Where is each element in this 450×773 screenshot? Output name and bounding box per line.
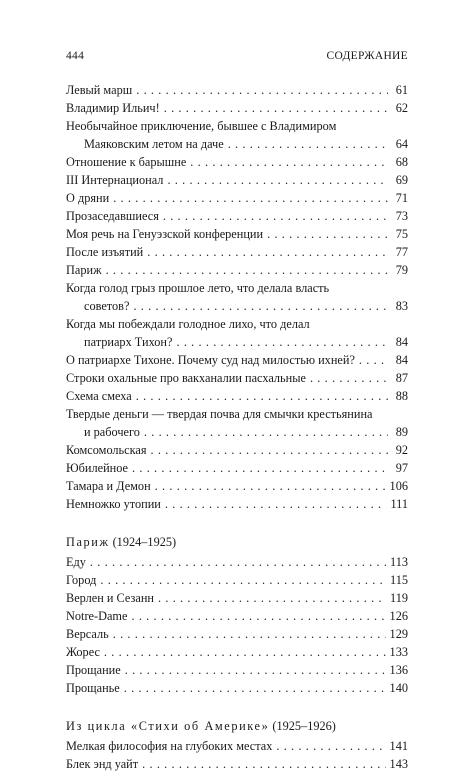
toc-entry — [66, 643, 408, 661]
leader-dots — [136, 387, 388, 405]
entry-page: 73 — [395, 209, 408, 223]
entry-page: 69 — [395, 173, 408, 187]
leader-dots — [113, 189, 388, 207]
entry-page: 133 — [389, 645, 408, 659]
leader-dots — [90, 553, 386, 571]
entry-page: 143 — [389, 757, 408, 771]
section-heading — [66, 717, 408, 735]
toc-entry — [66, 459, 408, 477]
entry-page: 126 — [389, 609, 408, 623]
leader-dots — [132, 459, 388, 477]
entry-page: 111 — [390, 497, 408, 511]
entry-page: 77 — [395, 245, 408, 259]
leader-dots — [147, 243, 388, 261]
leader-dots — [125, 661, 386, 679]
leader-dots — [113, 625, 386, 643]
leader-dots — [167, 171, 388, 189]
entry-title: III Интернационал — [66, 173, 164, 187]
entry-page: 84 — [395, 335, 408, 349]
entry-page: 71 — [395, 191, 408, 205]
entry-title: Маяковским летом на даче — [84, 137, 224, 151]
entry-page: 88 — [395, 389, 408, 403]
entry-title: советов? — [84, 299, 130, 313]
leader-dots — [228, 135, 388, 153]
entry-title: Комсомольская — [66, 443, 147, 457]
toc-entry — [66, 441, 408, 459]
leader-dots — [100, 571, 386, 589]
entry-title: Город — [66, 573, 97, 587]
entry-page: 61 — [395, 83, 408, 97]
leader-dots — [190, 153, 388, 171]
entry-title: Notre-Dame — [66, 609, 128, 623]
toc-entry — [66, 553, 408, 571]
toc-entry — [66, 495, 408, 513]
toc-group — [66, 737, 408, 773]
page-header — [66, 50, 408, 66]
leader-dots — [155, 477, 386, 495]
entry-title: Прощание — [66, 663, 121, 677]
toc-entry — [66, 99, 408, 117]
toc-entry — [66, 261, 408, 279]
entry-title: Схема смеха — [66, 389, 132, 403]
leader-dots — [276, 737, 385, 755]
entry-page: 136 — [389, 663, 408, 677]
entry-title: Блек энд уайт — [66, 757, 139, 771]
entry-title: Версаль — [66, 627, 109, 641]
entry-title: Когда голод грыз прошлое лето, что делала власть — [66, 281, 330, 295]
toc-entry — [66, 207, 408, 225]
section-heading — [66, 533, 408, 551]
toc-entry — [66, 737, 408, 755]
entry-title: О дряни — [66, 191, 110, 205]
toc-entry — [66, 153, 408, 171]
entry-title: Строки охальные про вакханалии пасхальные — [66, 371, 306, 385]
entry-page: 129 — [389, 627, 408, 641]
entry-page: 113 — [390, 555, 408, 569]
entry-page: 68 — [395, 155, 408, 169]
entry-title: Прощанье — [66, 681, 120, 695]
entry-page: 64 — [395, 137, 408, 151]
toc-entry — [66, 279, 408, 315]
toc-entry — [66, 351, 408, 369]
entry-title: и рабочего — [84, 425, 140, 439]
entry-page: 87 — [395, 371, 408, 385]
entry-title: Владимир Ильич! — [66, 101, 160, 115]
entry-title: Отношение к барышне — [66, 155, 187, 169]
leader-dots — [165, 495, 387, 513]
entry-title: патриарх Тихон? — [84, 335, 173, 349]
toc-entry — [66, 571, 408, 589]
entry-page: 119 — [390, 591, 408, 605]
section-title: Париж — [66, 535, 110, 549]
entry-page: 84 — [395, 353, 408, 367]
toc-entry — [66, 189, 408, 207]
leader-dots — [359, 351, 388, 369]
entry-title: О патриархе Тихоне. Почему суд над милостью ихней? — [66, 353, 355, 367]
entry-title: Левый марш — [66, 83, 133, 97]
entry-title: Когда мы побеждали голодное лихо, что делал — [66, 317, 310, 331]
entry-title: Париж — [66, 263, 102, 277]
entry-title: Моя речь на Генуэзской конференции — [66, 227, 264, 241]
toc-entry — [66, 243, 408, 261]
toc-entry — [66, 625, 408, 643]
leader-dots — [310, 369, 388, 387]
toc-entry — [66, 477, 408, 495]
toc-entry — [66, 225, 408, 243]
toc-entry — [66, 405, 408, 441]
entry-title: Тамара и Демон — [66, 479, 151, 493]
leader-dots — [124, 679, 386, 697]
entry-title: Мелкая философия на глубоких местах — [66, 739, 273, 753]
leader-dots — [131, 607, 385, 625]
toc-entry — [66, 679, 408, 697]
entry-title: Прозаседавшиеся — [66, 209, 159, 223]
entry-page: 92 — [395, 443, 408, 457]
toc-entry — [66, 369, 408, 387]
entry-page: 62 — [395, 101, 408, 115]
entry-title: Юбилейное — [66, 461, 128, 475]
entry-page: 75 — [395, 227, 408, 241]
leader-dots — [106, 261, 388, 279]
entry-title: Немножко утопии — [66, 497, 161, 511]
entry-page: 97 — [395, 461, 408, 475]
entry-title: После изъятий — [66, 245, 144, 259]
entry-page: 83 — [395, 299, 408, 313]
entry-title: Необычайное приключение, бывшее с Владимиром — [66, 119, 337, 133]
entry-page: 89 — [395, 425, 408, 439]
running-head: СОДЕРЖАНИЕ — [326, 50, 408, 62]
leader-dots — [158, 589, 386, 607]
toc-entry — [66, 315, 408, 351]
section-title: Из цикла «Стихи об Америке» — [66, 719, 270, 733]
toc-group — [66, 81, 408, 513]
toc-entry — [66, 755, 408, 773]
toc-group — [66, 553, 408, 697]
entry-title: Еду — [66, 555, 86, 569]
toc-entry — [66, 117, 408, 153]
leader-dots — [267, 225, 388, 243]
entry-page: 79 — [395, 263, 408, 277]
toc-entry — [66, 661, 408, 679]
entry-page: 106 — [389, 479, 408, 493]
entry-page: 141 — [389, 739, 408, 753]
leader-dots — [142, 755, 385, 773]
leader-dots — [144, 423, 388, 441]
section-years: (1925–1926) — [272, 719, 336, 733]
entry-title: Верлен и Сезанн — [66, 591, 154, 605]
leader-dots — [104, 643, 386, 661]
entry-page: 140 — [389, 681, 408, 695]
page-number: 444 — [66, 50, 85, 62]
leader-dots — [164, 99, 388, 117]
toc-entry — [66, 589, 408, 607]
leader-dots — [136, 81, 388, 99]
table-of-contents — [66, 81, 408, 773]
section-years: (1924–1925) — [112, 535, 177, 549]
leader-dots — [176, 333, 388, 351]
entry-title: Твердые деньги — твердая почва для смычки крестьянина — [66, 407, 373, 421]
toc-entry — [66, 81, 408, 99]
leader-dots — [163, 207, 388, 225]
entry-page: 115 — [390, 573, 408, 587]
toc-entry — [66, 171, 408, 189]
toc-entry — [66, 387, 408, 405]
entry-title: Жорес — [66, 645, 100, 659]
leader-dots — [151, 441, 388, 459]
toc-entry — [66, 607, 408, 625]
leader-dots — [133, 297, 388, 315]
